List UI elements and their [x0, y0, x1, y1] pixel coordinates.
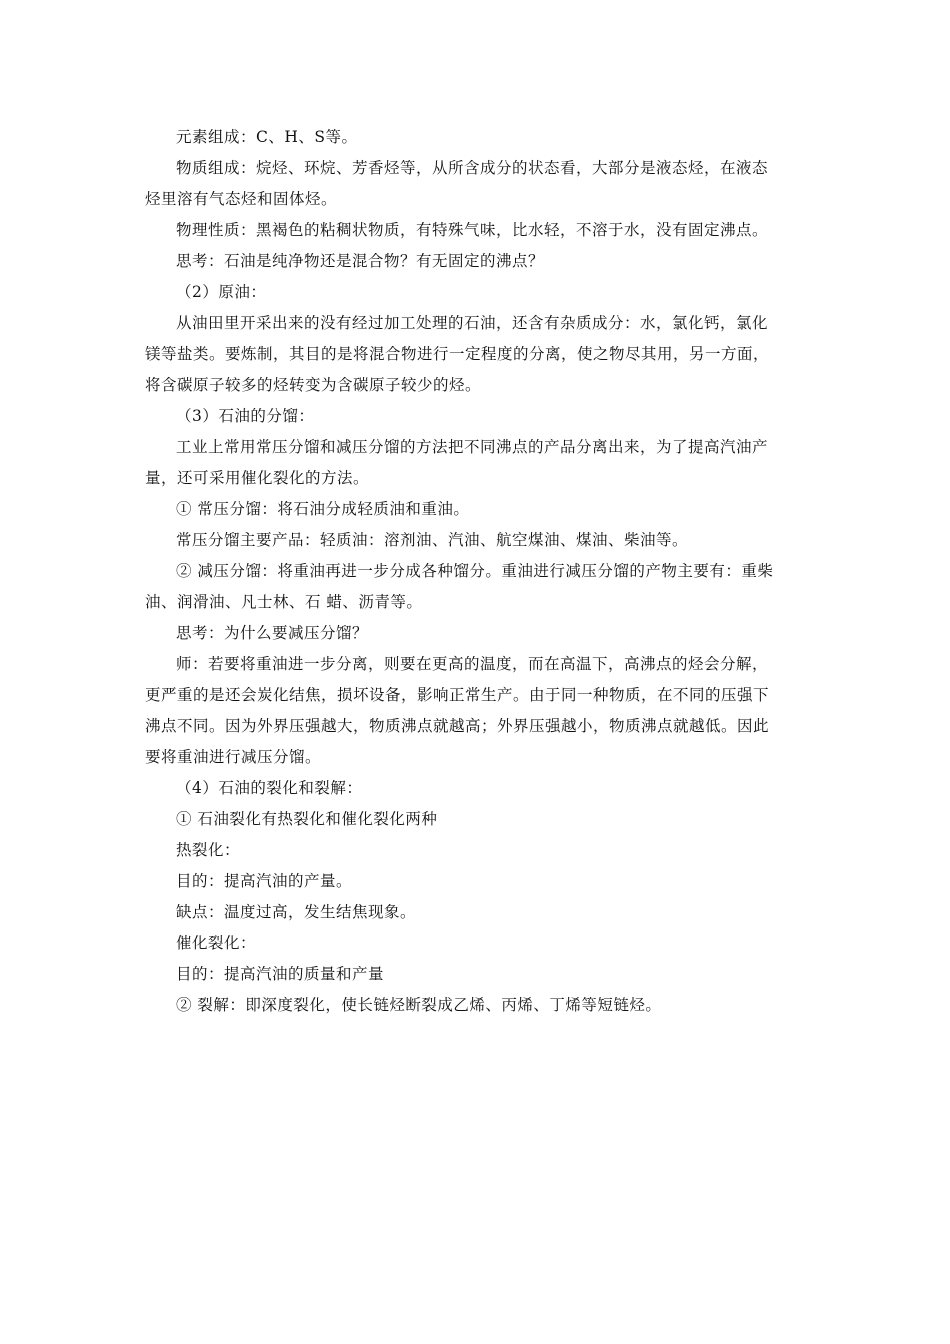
line-thermal-drawback: 缺点：温度过高，发生结焦现象。: [176, 903, 417, 921]
line-thermal-cracking: 热裂化：: [176, 841, 241, 859]
line-substance-composition-cont: 烃里溶有气态烃和固体烃。: [145, 190, 338, 208]
heading-cracking: （4）石油的裂化和裂解：: [176, 779, 363, 797]
line-fractionation-1: 工业上常用常压分馏和减压分馏的方法把不同沸点的产品分离出来，为了提高汽油产: [176, 438, 769, 456]
line-teacher-1: 师：若要将重油进一步分离，则要在更高的温度，而在高温下，高沸点的烃会分解，: [176, 655, 769, 673]
line-fractionation-2: 量，还可采用催化裂化的方法。: [145, 469, 370, 487]
line-teacher-2: 更严重的是还会炭化结焦，损坏设备，影响正常生产。由于同一种物质，在不同的压强下: [145, 686, 770, 704]
line-think-2: 思考：为什么要减压分馏？: [176, 624, 369, 642]
line-element-composition: 元素组成：C、H、S等。: [176, 128, 358, 146]
line-atmospheric-products: 常压分馏主要产品：轻质油：溶剂油、汽油、航空煤油、煤油、柴油等。: [176, 531, 689, 549]
heading-crude-oil: （2）原油：: [176, 283, 267, 301]
line-physical-properties: 物理性质：黑褐色的粘稠状物质，有特殊气味，比水轻，不溶于水，没有固定沸点。: [176, 221, 769, 239]
line-vacuum-distillation-2: 油、润滑油、凡士林、石 蜡、沥青等。: [145, 593, 423, 611]
line-crude-oil-1: 从油田里开采出来的没有经过加工处理的石油，还含有杂质成分：水，氯化钙，氯化: [176, 314, 769, 332]
heading-fractionation: （3）石油的分馏：: [176, 407, 315, 425]
line-think-1: 思考：石油是纯净物还是混合物？有无固定的沸点？: [176, 252, 545, 270]
line-substance-composition: 物质组成：烷烃、环烷、芳香烃等，从所含成分的状态看，大部分是液态烃，在液态: [176, 159, 769, 177]
line-atmospheric-distillation: ① 常压分馏：将石油分成轻质油和重油。: [176, 500, 470, 518]
line-teacher-3: 沸点不同。因为外界压强越大，物质沸点就越高；外界压强越小，物质沸点就越低。因此: [145, 717, 770, 735]
line-pyrolysis: ② 裂解：即深度裂化，使长链烃断裂成乙烯、丙烯、丁烯等短链烃。: [176, 996, 662, 1014]
text-body: [145, 122, 807, 1021]
line-crude-oil-3: 将含碳原子较多的烃转变为含碳原子较少的烃。: [145, 376, 482, 394]
line-teacher-4: 要将重油进行减压分馏。: [145, 748, 322, 766]
line-catalytic-cracking: 催化裂化：: [176, 934, 257, 952]
line-vacuum-distillation-1: ② 减压分馏：将重油再进一步分成各种馏分。重油进行减压分馏的产物主要有：重柴: [176, 562, 774, 580]
line-cracking-types: ① 石油裂化有热裂化和催化裂化两种: [176, 810, 438, 828]
line-thermal-purpose: 目的：提高汽油的产量。: [176, 872, 353, 890]
line-crude-oil-2: 镁等盐类。要炼制，其目的是将混合物进行一定程度的分离，使之物尽其用，另一方面，: [145, 345, 770, 363]
line-catalytic-purpose: 目的：提高汽油的质量和产量: [176, 965, 385, 983]
